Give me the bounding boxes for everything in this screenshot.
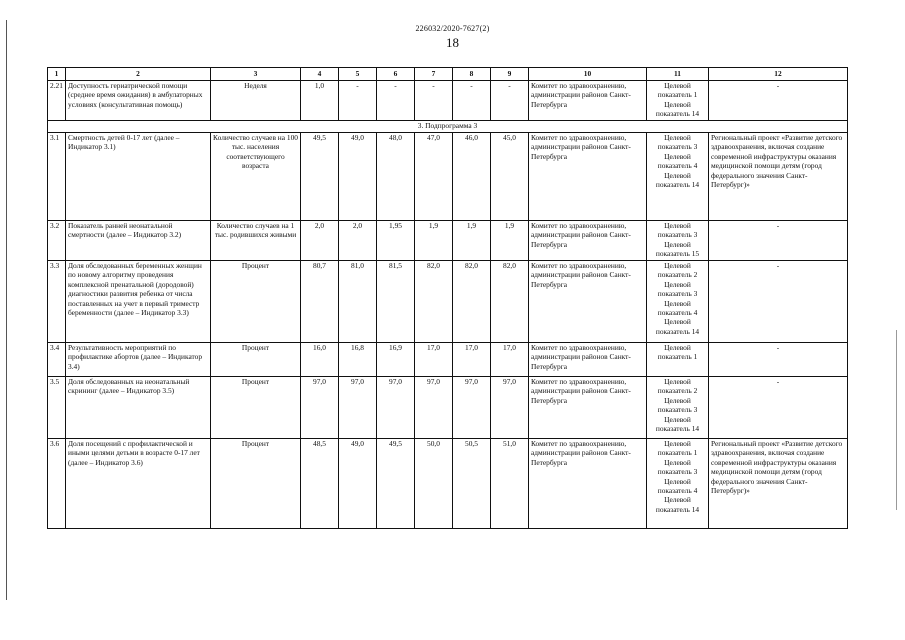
- regional-project-cell: Региональный проект «Развитие детского здравоохранения, включая создание современной инфраструктуры оказания медицинской помощи детям (город федерального значения Санкт-Петербург)»: [709, 133, 848, 221]
- value-cell: 48,5: [301, 439, 339, 529]
- row-number: 3.6: [48, 439, 66, 529]
- value-cell: 1,9: [491, 221, 529, 261]
- column-header: 12: [709, 68, 848, 81]
- indicator-name: Доля посещений с профилактической и иными целями детьми в возрасте 0-17 лет (далее – Индикатор 3.6): [66, 439, 211, 529]
- scan-edge-mark: [896, 330, 897, 510]
- value-cell: 97,0: [301, 377, 339, 439]
- value-cell: 16,0: [301, 343, 339, 377]
- row-number: 2.21: [48, 81, 66, 121]
- regional-project-cell: -: [709, 343, 848, 377]
- value-cell: 47,0: [415, 133, 453, 221]
- value-cell: 97,0: [415, 377, 453, 439]
- column-header: 6: [377, 68, 415, 81]
- value-cell: -: [377, 81, 415, 121]
- page-number: 18: [446, 35, 459, 50]
- unit-cell: Количество случаев на 100 тыс. населения соответствующего возраста: [211, 133, 301, 221]
- value-cell: 48,0: [377, 133, 415, 221]
- value-cell: 97,0: [339, 377, 377, 439]
- value-cell: 17,0: [453, 343, 491, 377]
- regional-project-cell: -: [709, 261, 848, 343]
- value-cell: 49,0: [339, 439, 377, 529]
- executor-cell: Комитет по здравоохранению, администрации районов Санкт-Петербурга: [529, 377, 647, 439]
- indicator-name: Доля обследованных беременных женщин по новому алгоритму проведения комплексной пренатальной (дородовой) диагностики развития ребенка от числа поставленных на учет в первый триместр беременности (далее – Индикатор 3.3): [66, 261, 211, 343]
- value-cell: 82,0: [415, 261, 453, 343]
- row-number: 3.4: [48, 343, 66, 377]
- target-indicators-cell: Целевой показатель 2 Целевой показатель 3 Целевой показатель 4 Целевой показатель 14: [647, 261, 709, 343]
- target-indicators-cell: Целевой показатель 1 Целевой показатель 3 Целевой показатель 4 Целевой показатель 14: [647, 439, 709, 529]
- unit-cell: Процент: [211, 343, 301, 377]
- scan-margin-mark: [6, 20, 7, 600]
- value-cell: 51,0: [491, 439, 529, 529]
- target-indicators-cell: Целевой показатель 3 Целевой показатель 4 Целевой показатель 14: [647, 133, 709, 221]
- value-cell: 97,0: [377, 377, 415, 439]
- document-id: 226032/2020-7627(2): [415, 24, 490, 33]
- value-cell: 17,0: [491, 343, 529, 377]
- value-cell: -: [415, 81, 453, 121]
- column-number-row: [48, 68, 848, 81]
- column-header: 3: [211, 68, 301, 81]
- row-number: 3.1: [48, 133, 66, 221]
- value-cell: 49,5: [377, 439, 415, 529]
- unit-cell: Процент: [211, 377, 301, 439]
- unit-cell: Процент: [211, 439, 301, 529]
- value-cell: 2,0: [339, 221, 377, 261]
- row-number: 3.5: [48, 377, 66, 439]
- value-cell: -: [491, 81, 529, 121]
- value-cell: 1,0: [301, 81, 339, 121]
- value-cell: 2,0: [301, 221, 339, 261]
- unit-cell: Неделя: [211, 81, 301, 121]
- value-cell: 97,0: [453, 377, 491, 439]
- executor-cell: Комитет по здравоохранению, администрации районов Санкт-Петербурга: [529, 261, 647, 343]
- value-cell: 80,7: [301, 261, 339, 343]
- unit-cell: Процент: [211, 261, 301, 343]
- value-cell: 17,0: [415, 343, 453, 377]
- regional-project-cell: -: [709, 377, 848, 439]
- value-cell: 82,0: [491, 261, 529, 343]
- value-cell: 82,0: [453, 261, 491, 343]
- table-row: [48, 81, 848, 121]
- column-header: 8: [453, 68, 491, 81]
- section-row: [48, 121, 848, 133]
- value-cell: 16,9: [377, 343, 415, 377]
- regional-project-cell: -: [709, 81, 848, 121]
- row-number: 3.3: [48, 261, 66, 343]
- column-header: 9: [491, 68, 529, 81]
- executor-cell: Комитет по здравоохранению, администрации районов Санкт-Петербурга: [529, 221, 647, 261]
- value-cell: 46,0: [453, 133, 491, 221]
- value-cell: 16,8: [339, 343, 377, 377]
- row-number: 3.2: [48, 221, 66, 261]
- value-cell: 1,9: [415, 221, 453, 261]
- column-header: 4: [301, 68, 339, 81]
- value-cell: 81,0: [339, 261, 377, 343]
- regional-project-cell: -: [709, 221, 848, 261]
- value-cell: 50,0: [415, 439, 453, 529]
- indicator-name: Смертность детей 0-17 лет (далее – Индикатор 3.1): [66, 133, 211, 221]
- executor-cell: Комитет по здравоохранению, администрации районов Санкт-Петербурга: [529, 133, 647, 221]
- table-row: [48, 439, 848, 529]
- value-cell: 1,95: [377, 221, 415, 261]
- table-row: [48, 343, 848, 377]
- column-header: 7: [415, 68, 453, 81]
- indicator-name: Доступность гериатрической помощи (среднее время ожидания) в амбулаторных условиях (консультативная помощь): [66, 81, 211, 121]
- value-cell: 50,5: [453, 439, 491, 529]
- target-indicators-cell: Целевой показатель 3 Целевой показатель 15: [647, 221, 709, 261]
- column-header: 10: [529, 68, 647, 81]
- target-indicators-cell: Целевой показатель 1: [647, 343, 709, 377]
- column-header: 1: [48, 68, 66, 81]
- target-indicators-cell: Целевой показатель 1 Целевой показатель 14: [647, 81, 709, 121]
- column-header: 2: [66, 68, 211, 81]
- table-row: [48, 221, 848, 261]
- executor-cell: Комитет по здравоохранению, администрации районов Санкт-Петербурга: [529, 81, 647, 121]
- column-header: 11: [647, 68, 709, 81]
- value-cell: 49,5: [301, 133, 339, 221]
- section-title: 3. Подпрограмма 3: [48, 121, 848, 133]
- indicator-name: Результативность мероприятий по профилактике абортов (далее – Индикатор 3.4): [66, 343, 211, 377]
- executor-cell: Комитет по здравоохранению, администрации районов Санкт-Петербурга: [529, 343, 647, 377]
- executor-cell: Комитет по здравоохранению, администрации районов Санкт-Петербурга: [529, 439, 647, 529]
- value-cell: -: [453, 81, 491, 121]
- table-row: [48, 261, 848, 343]
- value-cell: 45,0: [491, 133, 529, 221]
- column-header: 5: [339, 68, 377, 81]
- value-cell: 1,9: [453, 221, 491, 261]
- value-cell: 49,0: [339, 133, 377, 221]
- value-cell: 97,0: [491, 377, 529, 439]
- regional-project-cell: Региональный проект «Развитие детского здравоохранения, включая создание современной инфраструктуры оказания медицинской помощи детям (город федерального значения Санкт-Петербург)»: [709, 439, 848, 529]
- indicator-name: Доля обследованных на неонатальный скрининг (далее – Индикатор 3.5): [66, 377, 211, 439]
- table-row: [48, 377, 848, 439]
- indicators-table: [47, 67, 848, 529]
- value-cell: -: [339, 81, 377, 121]
- unit-cell: Количество случаев на 1 тыс. родившихся живыми: [211, 221, 301, 261]
- indicator-name: Показатель ранней неонатальной смертности (далее – Индикатор 3.2): [66, 221, 211, 261]
- table-row: [48, 133, 848, 221]
- value-cell: 81,5: [377, 261, 415, 343]
- target-indicators-cell: Целевой показатель 2 Целевой показатель 3 Целевой показатель 14: [647, 377, 709, 439]
